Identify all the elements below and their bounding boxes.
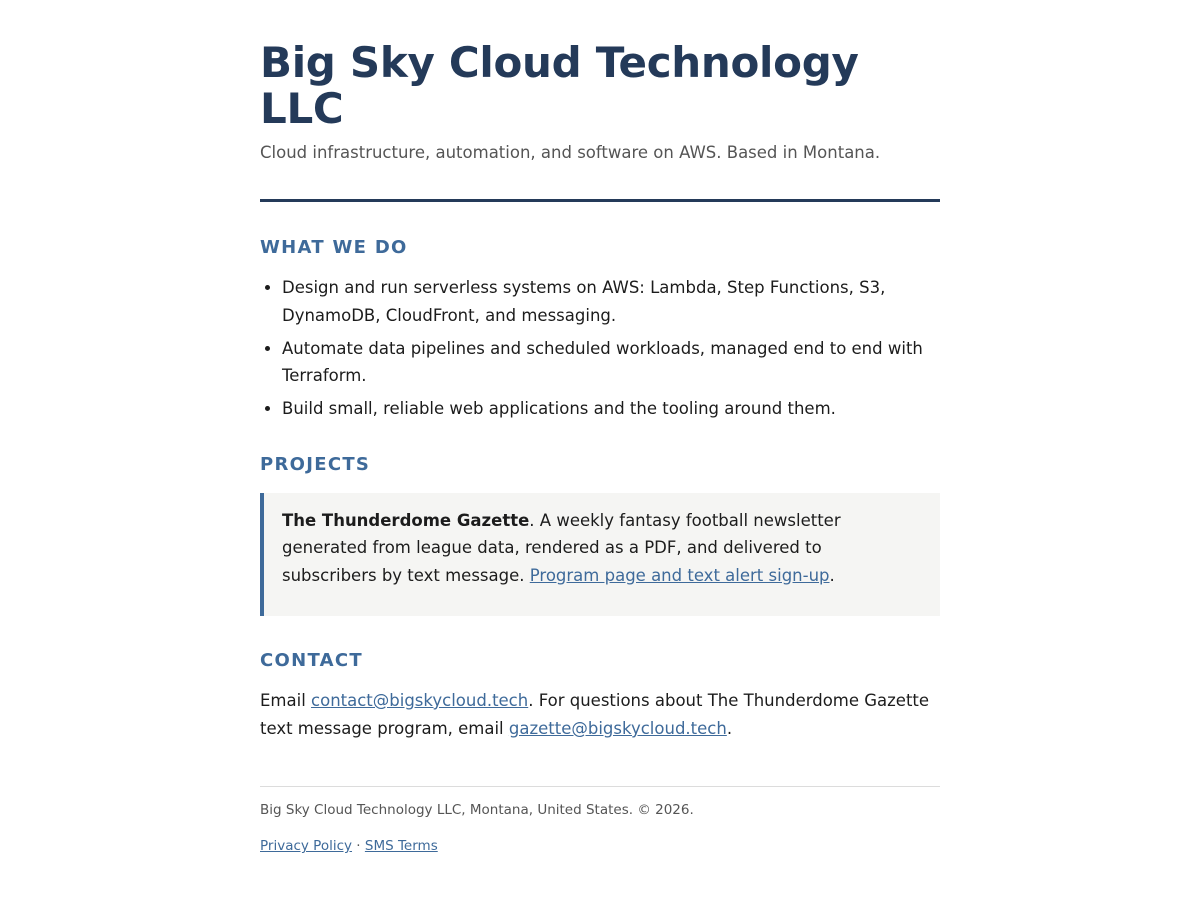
list-item: • Build small, reliable web applications and the tooling around them. bbox=[282, 395, 940, 423]
gazette-email-link[interactable]: gazette@bigskycloud.tech bbox=[508, 719, 727, 738]
tagline: Cloud infrastructure, automation, and software on AWS. Based in Montana. bbox=[260, 143, 881, 162]
list-item: • Design and run serverless systems on AWS: Lambda, Step Functions, S3, DynamoDB, CloudFront, and messaging. bbox=[282, 274, 940, 329]
contact-prefix: Email bbox=[260, 691, 312, 710]
page-title: Big Sky Cloud Technology LLC bbox=[260, 38, 859, 133]
page bbox=[260, 0, 940, 856]
header-divider bbox=[260, 199, 940, 202]
site-header bbox=[260, 40, 940, 164]
contact-email-link[interactable]: contact@bigskycloud.tech bbox=[311, 691, 529, 710]
contact-heading: CONTACT bbox=[260, 650, 363, 671]
contact-section bbox=[260, 649, 940, 743]
projects-section bbox=[260, 453, 940, 617]
list-item: • Automate data pipelines and scheduled workloads, managed end to end with Terraform. bbox=[282, 335, 940, 390]
footer-divider bbox=[260, 786, 940, 787]
project-description: . A weekly fantasy football newsletter generated from league data, rendered as a PDF, and delivered to subscribers by text message. bbox=[282, 510, 841, 585]
what-we-do-section bbox=[260, 236, 940, 423]
contact-text bbox=[260, 687, 940, 743]
services-list bbox=[260, 274, 940, 423]
program-page-link[interactable]: Program page and text alert sign-up bbox=[529, 565, 830, 585]
project-trailing-period: . bbox=[829, 565, 835, 585]
site-footer bbox=[260, 800, 940, 856]
sms-terms-link[interactable]: SMS Terms bbox=[364, 838, 438, 854]
privacy-policy-link[interactable]: Privacy Policy bbox=[260, 838, 353, 854]
project-card bbox=[260, 493, 940, 617]
footer-text: Big Sky Cloud Technology LLC, Montana, United States. © 2026. bbox=[260, 802, 694, 818]
project-name: The Thunderdome Gazette bbox=[282, 510, 530, 530]
footer-links bbox=[260, 836, 940, 856]
projects-heading: PROJECTS bbox=[260, 453, 371, 475]
contact-middle-text: . For questions about The Thunderdome Gazette text message program, email bbox=[260, 691, 930, 738]
contact-trailing-period: . bbox=[726, 719, 733, 738]
footer-link-separator: · bbox=[352, 838, 365, 854]
what-we-do-heading: WHAT WE DO bbox=[260, 237, 408, 258]
